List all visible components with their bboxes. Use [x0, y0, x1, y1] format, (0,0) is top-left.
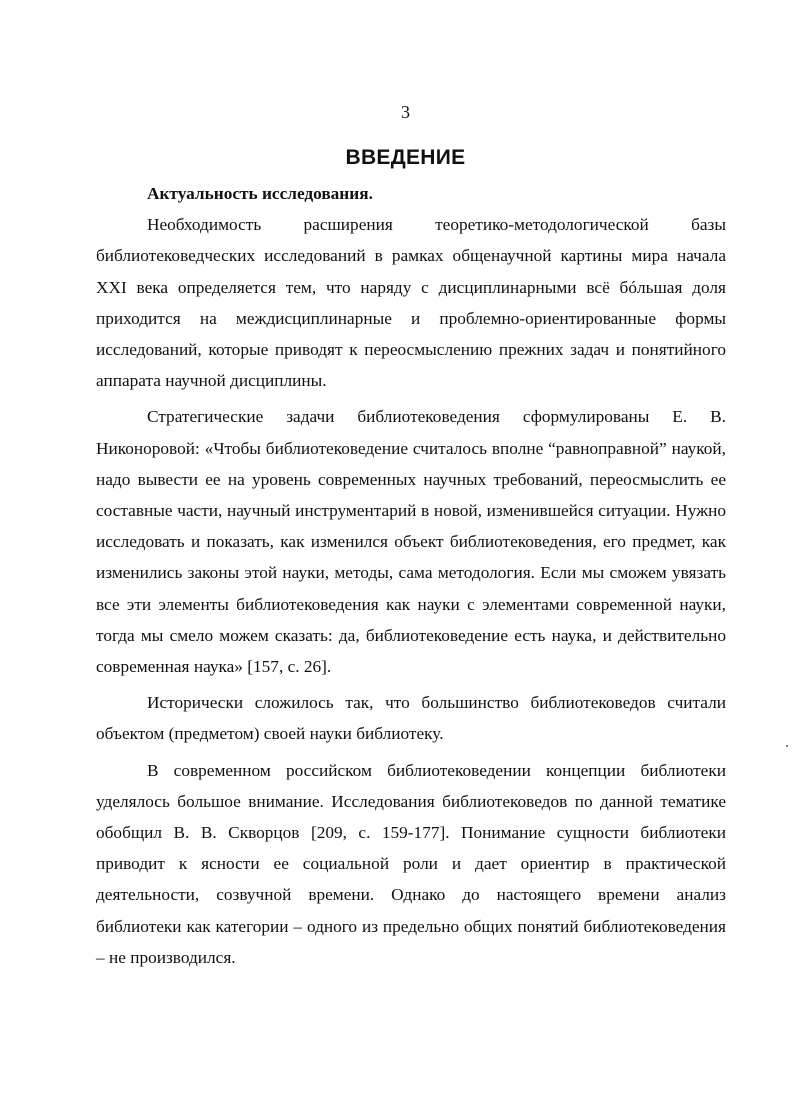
body-text — [96, 178, 726, 973]
section-subheading: Актуальность исследования. — [147, 184, 373, 203]
page-number: 3 — [401, 102, 410, 122]
page-title: ВВЕДЕНИЕ — [345, 146, 466, 169]
paragraph-strategic-tasks: Стратегические задачи библиотековедения сформулированы Е. В. Никоноровой: «Чтобы библиотековедение считалось вполне “равноправной” наукой, надо вывести ее на уровень современных научных требований, переосмыслить ее составные части, научный инструментарий в новой, изменившейся ситуации. Нужно исследовать и показать, как изменился объект библиотековедения, его предмет, как изменились законы этой науки, методы, сама методология. Если мы сможем увязать все эти элементы библиотековедения как науки с элементами современной науки, тогда мы смело можем сказать: да, библиотековедение есть наука, и действительно современная наука» [157, с. 26]. — [96, 407, 726, 677]
paragraph-relevance: Необходимость расширения теоретико-методологической базы библиотековедческих исследований в рамках общенаучной картины мира начала XXI века определяется тем, что наряду с дисциплинарными всё бóльшая доля приходится на междисциплинарные и проблемно-ориентированные формы исследований, которые приводят к переосмыслению прежних задач и понятийного аппарата научной дисциплины. — [96, 215, 726, 391]
scan-speck — [786, 745, 788, 747]
paragraph-library-concept: В современном российском библиотековедении концепции библиотеки уделялось большое внимание. Исследования библиотековедов по данной тематике обобщил В. В. Скворцов [209, с. 159-177]. Понимание сущности библиотеки приводит к ясности ее социальной роли и дает ориентир в практической деятельности, созвучной времени. Однако до настоящего времени анализ библиотеки как категории – одного из предельно общих понятий библиотековедения – не производился. — [96, 760, 726, 967]
paragraph-historical-object: Исторически сложилось так, что большинство библиотековедов считали объектом (предметом) своей науки библиотеку. — [96, 693, 726, 744]
